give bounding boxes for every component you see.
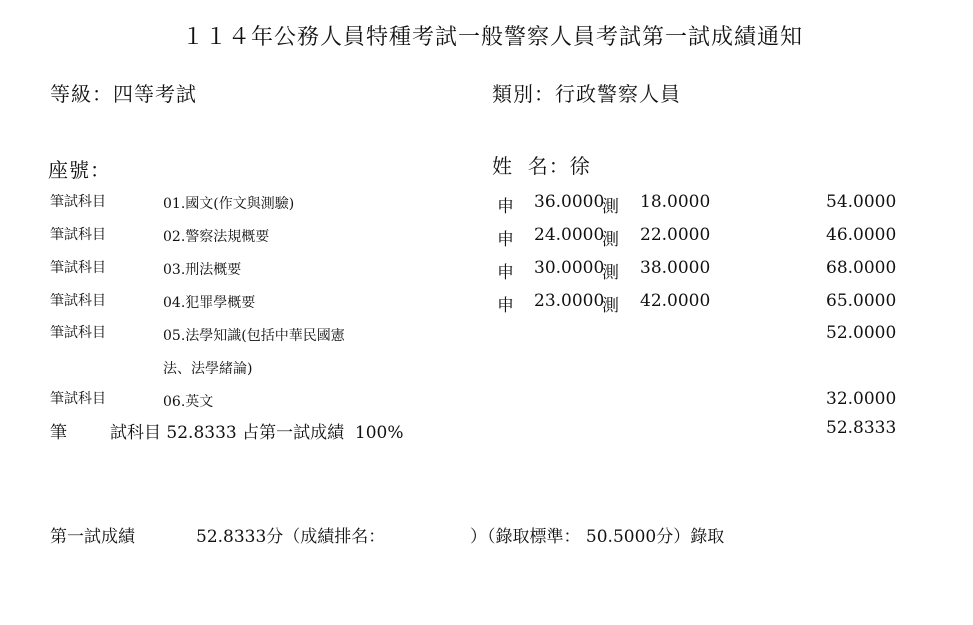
- test-marker: 測: [602, 197, 619, 217]
- subject-name: 02.警察法規概要: [163, 229, 270, 245]
- essay-score: 24.0000: [534, 225, 605, 245]
- exam-category: 類別：行政警察人員: [492, 82, 681, 106]
- candidate-name: 姓 名：徐: [492, 154, 591, 178]
- summary-text: 試科目 52.8333 占第一試成績 100%: [110, 423, 404, 443]
- subject-tag: 筆試科目: [50, 391, 106, 407]
- essay-marker: 申: [497, 263, 514, 283]
- exam-level: 等級：四等考試: [50, 82, 197, 106]
- essay-marker: 申: [497, 296, 514, 316]
- subject-total: 52.0000: [826, 323, 897, 343]
- subject-name: 06.英文: [163, 394, 214, 410]
- subject-total: 68.0000: [826, 258, 897, 278]
- subject-tag: 筆試科目: [50, 227, 106, 243]
- summary-total: 52.8333: [826, 418, 897, 438]
- subject-name-continued: 法、法學緒論): [163, 361, 253, 377]
- essay-score: 30.0000: [534, 258, 605, 278]
- essay-marker: 申: [497, 230, 514, 250]
- subject-total: 54.0000: [826, 192, 897, 212]
- subject-tag: 筆試科目: [50, 293, 106, 309]
- test-marker: 測: [602, 230, 619, 250]
- essay-marker: 申: [497, 197, 514, 217]
- subject-total: 46.0000: [826, 225, 897, 245]
- notice-title: １１４年公務人員特種考試一般警察人員考試第一試成績通知: [182, 25, 804, 50]
- summary-label-start: 筆: [50, 423, 67, 443]
- test-score: 38.0000: [640, 258, 711, 278]
- final-label: 第一試成績: [50, 527, 135, 547]
- final-standard: ）（錄取標準： 50.5000分）錄取: [470, 527, 725, 547]
- subject-name: 03.刑法概要: [163, 262, 242, 278]
- essay-score: 36.0000: [534, 192, 605, 212]
- seat-number: 座號：: [48, 158, 111, 182]
- test-marker: 測: [602, 263, 619, 283]
- final-score: 52.8333分（成績排名：: [196, 527, 386, 547]
- test-score: 42.0000: [640, 291, 711, 311]
- subject-tag: 筆試科目: [50, 325, 106, 341]
- subject-name: 05.法學知識(包括中華民國憲: [163, 328, 345, 344]
- subject-total: 65.0000: [826, 291, 897, 311]
- subject-tag: 筆試科目: [50, 260, 106, 276]
- test-marker: 測: [602, 296, 619, 316]
- subject-name: 01.國文(作文與測驗): [163, 196, 295, 212]
- subject-name: 04.犯罪學概要: [163, 295, 256, 311]
- subject-tag: 筆試科目: [50, 194, 106, 210]
- subject-total: 32.0000: [826, 389, 897, 409]
- essay-score: 23.0000: [534, 291, 605, 311]
- test-score: 18.0000: [640, 192, 711, 212]
- test-score: 22.0000: [640, 225, 711, 245]
